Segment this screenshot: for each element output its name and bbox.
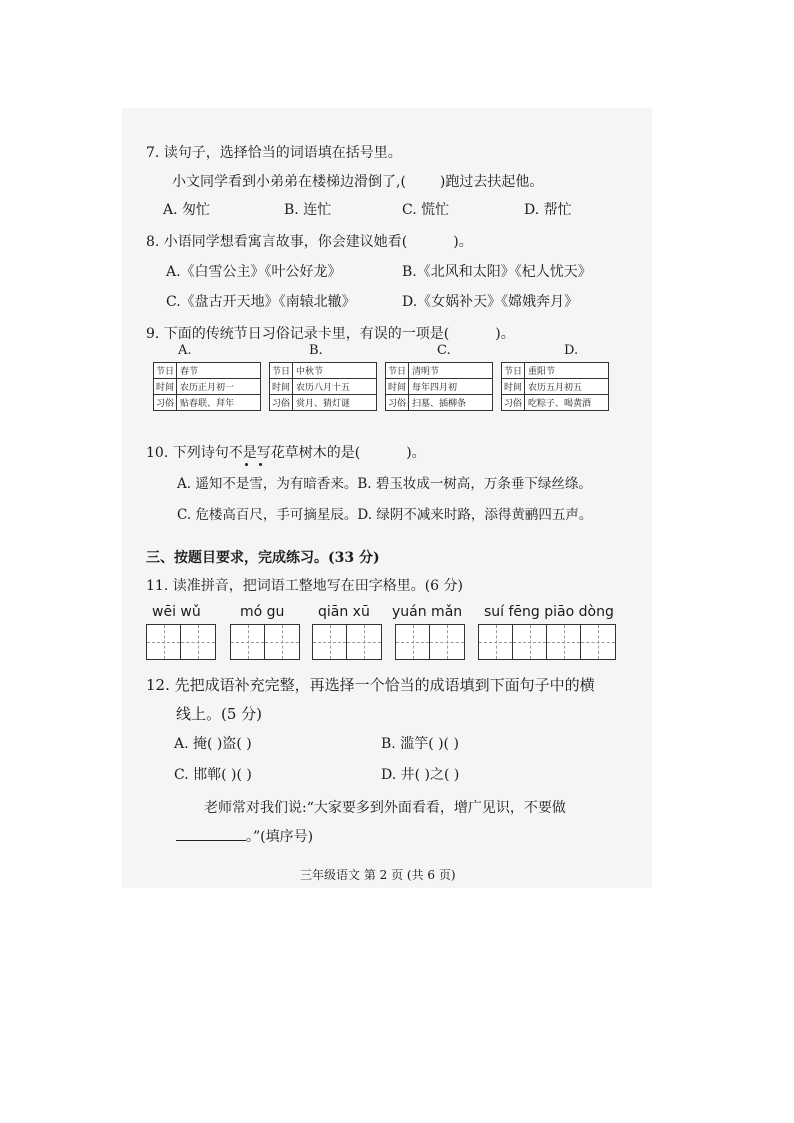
card-value: 清明节 [412,367,440,377]
q12-option-a: A. 掩( )盗( ) [174,736,252,752]
q9-stem-part-a: 9. 下面的传统节日习俗记录卡里，有误的一项是( [146,326,450,342]
writing-grid-4[interactable] [395,624,465,660]
q12-sentence-line2 [176,828,313,846]
q9-card-b [269,362,377,411]
q11-pinyin-2: mó gu [240,604,285,620]
q10-stem-part-a: 10. 下列诗句不是写花草树木的是( [146,445,361,461]
q9-card-d-label: D. [564,343,579,358]
q7-stem: 7. 读句子，选择恰当的词语填在括号里。 [146,145,402,161]
q12-option-c: C. 邯郸( )( ) [174,767,252,783]
grid-cell[interactable] [181,625,215,659]
emphasis-dot [259,463,262,466]
q10-options-line2: C. 危楼高百尺，手可摘星辰。D. 绿阴不减来时路，添得黄鹂四五声。 [177,507,593,523]
card-key: 时间 [502,379,525,394]
q9-stem-part-b: )。 [495,326,515,342]
q9-card-a [153,362,261,411]
grid-cell[interactable] [513,625,547,659]
q8-stem-part-b: )。 [453,234,473,250]
q10-stem-part-b: )。 [406,445,426,461]
card-value: 农历八月十五 [296,383,351,393]
grid-cell[interactable] [547,625,581,659]
card-key: 时间 [154,379,177,394]
grid-cell[interactable] [581,625,615,659]
grid-cell[interactable] [265,625,299,659]
q7-option-d: D. 帮忙 [524,202,572,218]
card-value: 春节 [180,367,199,377]
card-key: 节日 [270,363,293,378]
card-value: 每年四月初 [412,383,458,393]
grid-cell[interactable] [231,625,265,659]
q9-card-b-label: B. [309,343,323,358]
q10-options-line1: A. 遥知不是雪，为有暗香来。B. 碧玉妆成一树高，万条垂下绿丝绦。 [177,476,592,492]
grid-cell[interactable] [479,625,513,659]
q8-option-b: B.《北风和太阳》《杞人忧天》 [402,264,592,280]
card-value: 吃粽子、喝黄酒 [528,399,592,409]
card-value: 农历五月初五 [528,383,583,393]
q8-stem [146,233,473,251]
writing-grid-3[interactable] [312,624,382,660]
writing-grid-1[interactable] [146,624,216,660]
q7-sentence [172,173,543,191]
q12-stem-line1: 12. 先把成语补充完整，再选择一个恰当的成语填到下面句子中的横 [146,676,595,694]
q8-stem-part-a: 8. 小语同学想看寓言故事，你会建议她看( [146,234,408,250]
q7-option-a: A. 匆忙 [163,202,211,218]
grid-cell[interactable] [313,625,347,659]
q11-pinyin-3: qiān xū [318,604,370,620]
q11-pinyin-1: wēi wǔ [152,604,201,620]
q10-stem [146,444,426,462]
grid-cell[interactable] [396,625,430,659]
card-key: 时间 [270,379,293,394]
card-value: 农历正月初一 [180,383,235,393]
q9-card-c [385,362,493,411]
card-key: 习俗 [154,395,177,410]
q11-pinyin-4: yuán mǎn [392,604,463,620]
q9-card-c-label: C. [437,343,451,358]
card-key: 时间 [386,379,409,394]
q8-option-a: A.《白雪公主》《叶公好龙》 [166,264,342,280]
q7-option-b: B. 连忙 [284,202,332,218]
card-key: 节日 [502,363,525,378]
page-footer: 三年级语文 第 2 页 (共 6 页) [300,868,456,882]
emphasis-dot [245,463,248,466]
card-key: 节日 [154,363,177,378]
q12-sentence-line1: 老师常对我们说:“大家要多到外面看看，增广见识，不要做 [204,800,566,816]
answer-blank[interactable] [176,828,246,841]
card-value: 贴春联、拜年 [180,399,235,409]
q8-option-d: D.《女娲补天》《嫦娥奔月》 [402,294,579,310]
grid-cell[interactable] [347,625,381,659]
card-key: 习俗 [502,395,525,410]
grid-cell[interactable] [430,625,464,659]
section-3-heading: 三、按题目要求，完成练习。(33 分) [146,550,380,566]
q7-sentence-part-b: )跑过去扶起他。 [439,174,544,190]
card-key: 节日 [386,363,409,378]
q8-option-c: C.《盘古开天地》《南辕北辙》 [166,294,356,310]
card-value: 中秋节 [296,367,324,377]
card-value: 重阳节 [528,367,556,377]
writing-grid-2[interactable] [230,624,300,660]
grid-cell[interactable] [147,625,181,659]
q7-sentence-part-a: 小文同学看到小弟弟在楼梯边滑倒了,( [172,174,406,190]
q11-stem: 11. 读准拼音，把词语工整地写在田字格里。(6 分) [146,578,463,594]
q12-option-b: B. 滥竽( )( ) [381,736,459,752]
card-value: 赏月、猜灯谜 [296,399,351,409]
card-key: 习俗 [270,395,293,410]
q9-stem [146,325,515,343]
q12-sentence-line2-text: 。”(填序号) [246,829,314,845]
q9-card-a-label: A. [178,343,192,358]
card-value: 扫墓、插柳条 [412,399,467,409]
q11-pinyin-5: suí fēng piāo dòng [484,604,614,620]
q12-stem-line2: 线上。(5 分) [176,705,263,723]
writing-grid-5[interactable] [478,624,616,660]
q12-option-d: D. 井( )之( ) [381,767,460,783]
q9-card-d [501,362,609,411]
card-key: 习俗 [386,395,409,410]
q7-option-c: C. 慌忙 [402,202,450,218]
